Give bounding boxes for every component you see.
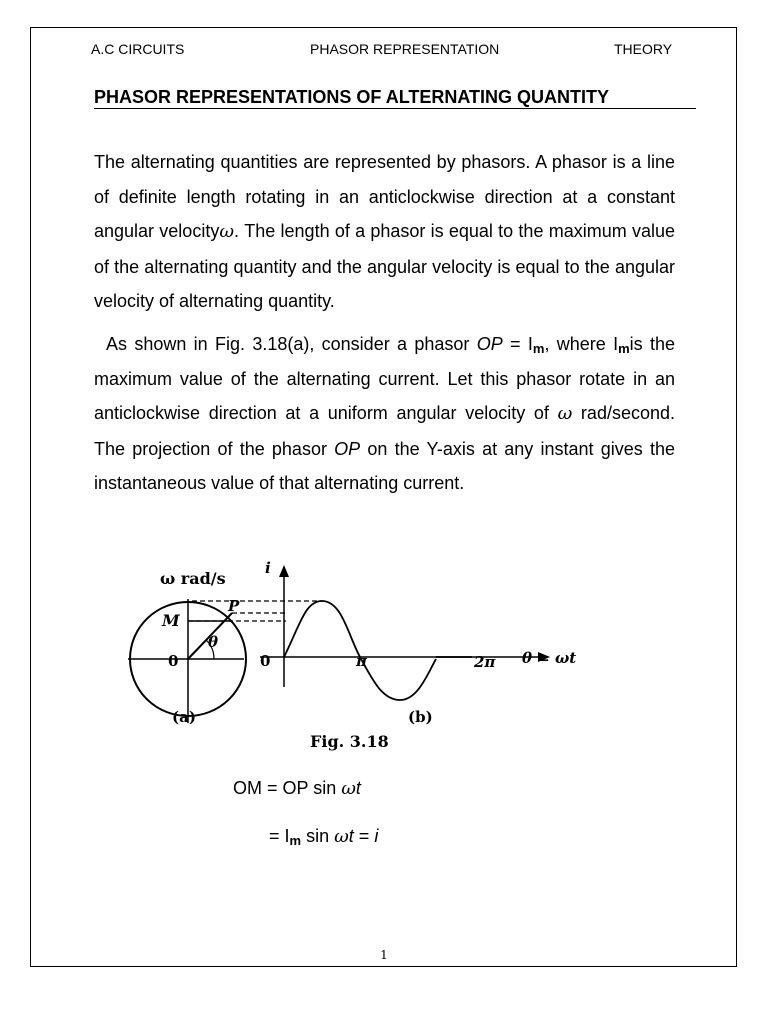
variable-i: i <box>374 826 379 846</box>
paragraph-2-part4: is the maximum value of the alternating current. Let this phasor rotate in an anticlockwise direction at a uniform angular velocity of <box>94 334 676 423</box>
axis-label-theta-omega-t: θ = ωt <box>522 649 577 667</box>
header-right: THEORY <box>614 41 673 57</box>
label-pi: π <box>356 652 367 670</box>
label-p: P <box>228 597 240 615</box>
omega-symbol: ω <box>557 403 573 424</box>
equation-2-equals: = <box>353 826 375 846</box>
origin-label-b: 0 <box>260 652 271 670</box>
paragraph-2-part2: = I <box>502 334 533 354</box>
equation-2-sin: sin <box>301 826 335 846</box>
label-b: (b) <box>408 708 433 726</box>
variable-t: t <box>348 826 354 846</box>
equation-2 <box>269 826 378 847</box>
subscript-m: m <box>618 341 630 356</box>
omega-rad-label: ω rad/s <box>160 569 226 588</box>
figure-caption: Fig. 3.18 <box>310 732 389 751</box>
paragraph-1-part1: The alternating quantities are represented by phasors. A phasor is a line of definite length rotating in an anticlockwise direction at a constant angular velocity <box>94 152 675 241</box>
paragraph-2-part5: rad/second. The projection of the phasor <box>94 403 675 459</box>
paragraph-2-part1: As shown in Fig. 3.18(a), consider a phasor <box>106 334 477 354</box>
label-m: M <box>162 611 180 630</box>
phasor-figure <box>110 555 600 755</box>
phasor-op: OP <box>334 438 361 459</box>
label-i: i <box>265 559 271 577</box>
equation-1-lhs: OM = OP sin <box>233 778 342 798</box>
paragraph-2-part6: on the Y-axis at any instant gives the instantaneous value of that alternating current. <box>94 438 675 493</box>
paragraph-1 <box>94 145 675 319</box>
subscript-m: m <box>289 833 302 848</box>
y-axis-arrow-icon <box>279 565 289 577</box>
header-left: A.C CIRCUITS <box>91 41 185 57</box>
subscript-m: m <box>532 341 545 356</box>
origin-label-a: 0 <box>168 652 179 670</box>
paragraph-2 <box>94 327 675 501</box>
paragraph-2-part3: , where I <box>544 334 619 354</box>
label-a: (a) <box>172 708 196 726</box>
equation-2-start: = I <box>269 826 290 846</box>
page-title: PHASOR REPRESENTATIONS OF ALTERNATING QUANTITY <box>94 86 696 109</box>
omega-symbol: ω <box>341 778 356 799</box>
equation-1 <box>233 778 361 799</box>
label-2pi: 2π <box>474 653 496 671</box>
phasor-op: OP <box>476 334 503 354</box>
variable-t: t <box>355 778 361 798</box>
omega-symbol: ω <box>219 221 235 242</box>
page-number: 1 <box>380 948 388 962</box>
header-center: PHASOR REPRESENTATION <box>310 41 500 57</box>
sine-wave <box>284 601 436 700</box>
omega-symbol: ω <box>334 826 349 847</box>
label-theta: θ <box>208 633 219 651</box>
paragraph-1-part2: . The length of a phasor is equal to the maximum value of the alternating quantity and the angular velocity is equal to the angular velocity of alternating quantity. <box>94 221 675 311</box>
